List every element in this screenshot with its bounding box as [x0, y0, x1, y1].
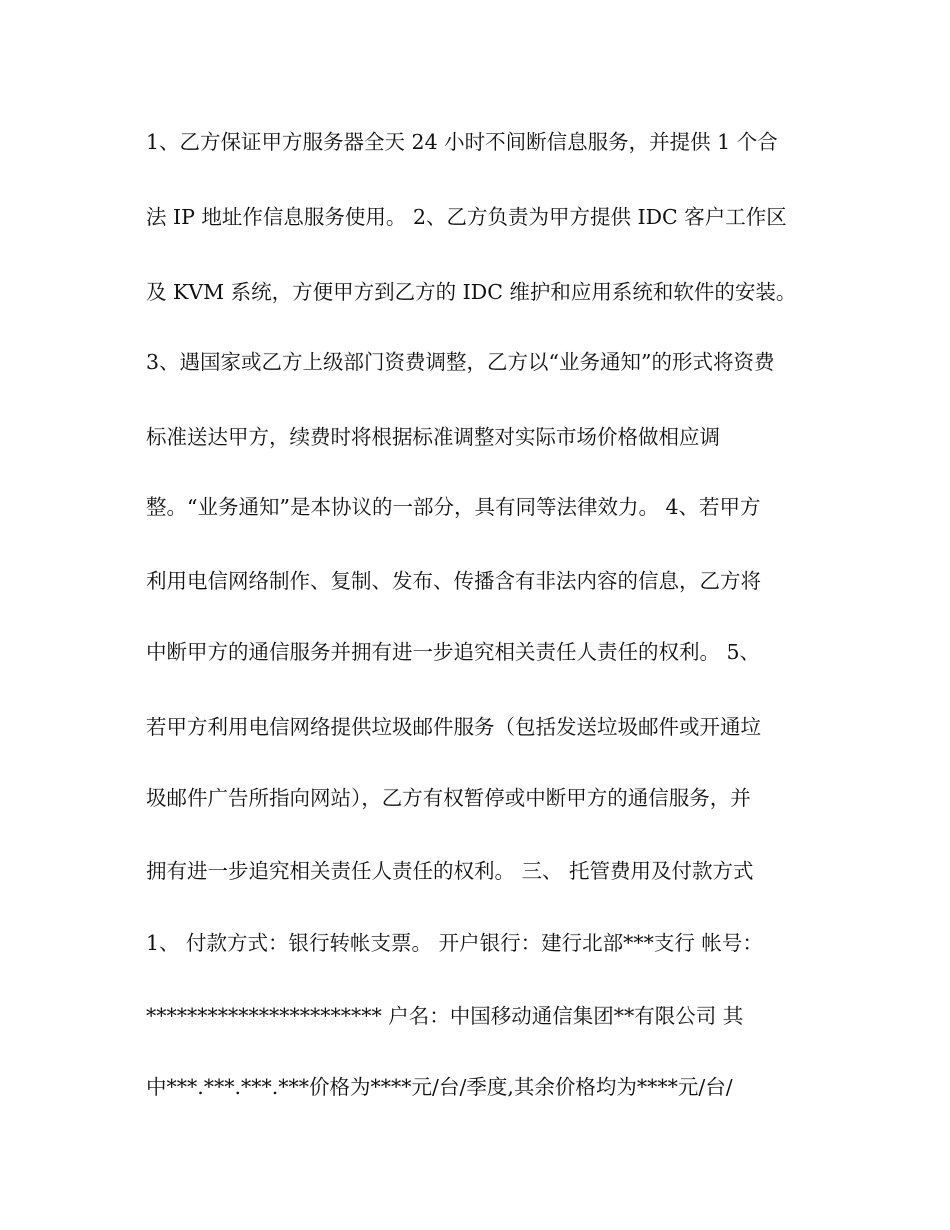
text-line-11: 拥有进一步追究相关责任人责任的权利。 三、 托管费用及付款方式: [146, 859, 754, 883]
text-line-8: 中断甲方的通信服务并拥有进一步追究相关责任人责任的权利。 5、: [146, 640, 761, 664]
text-line-12: 1、 付款方式：银行转帐支票。 开户银行：建行北部***支行 帐号：: [146, 931, 763, 955]
text-line-9: 若甲方利用电信网络提供垃圾邮件服务（包括发送垃圾邮件或开通垃: [146, 715, 761, 739]
text-line-4: 3、遇国家或乙方上级部门资费调整，乙方以“业务通知”的形式将资费: [146, 350, 775, 374]
text-line-5: 标准送达甲方，续费时将根据标准调整对实际市场价格做相应调: [146, 425, 720, 449]
text-line-3: 及 KVM 系统，方便甲方到乙方的 IDC 维护和应用系统和软件的安装。: [146, 280, 797, 304]
text-line-1: 1、乙方保证甲方服务器全天 24 小时不间断信息服务，并提供 1 个合: [146, 130, 778, 154]
text-line-6: 整。“业务通知”是本协议的一部分，具有同等法律效力。 4、若甲方: [146, 495, 761, 519]
text-line-7: 利用电信网络制作、复制、发布、传播含有非法内容的信息，乙方将: [146, 569, 761, 593]
text-line-2: 法 IP 地址作信息服务使用。 2、乙方负责为甲方提供 IDC 客户工作区: [146, 205, 787, 229]
text-line-13: *********************** 户名：中国移动通信集团**有限公司 其: [146, 1004, 744, 1028]
text-line-10: 圾邮件广告所指向网站），乙方有权暂停或中断甲方的通信服务，并: [146, 786, 751, 810]
text-line-14: 中***.***.***.***价格为****元/台/季度,其余价格均为****元/台/: [146, 1075, 733, 1099]
